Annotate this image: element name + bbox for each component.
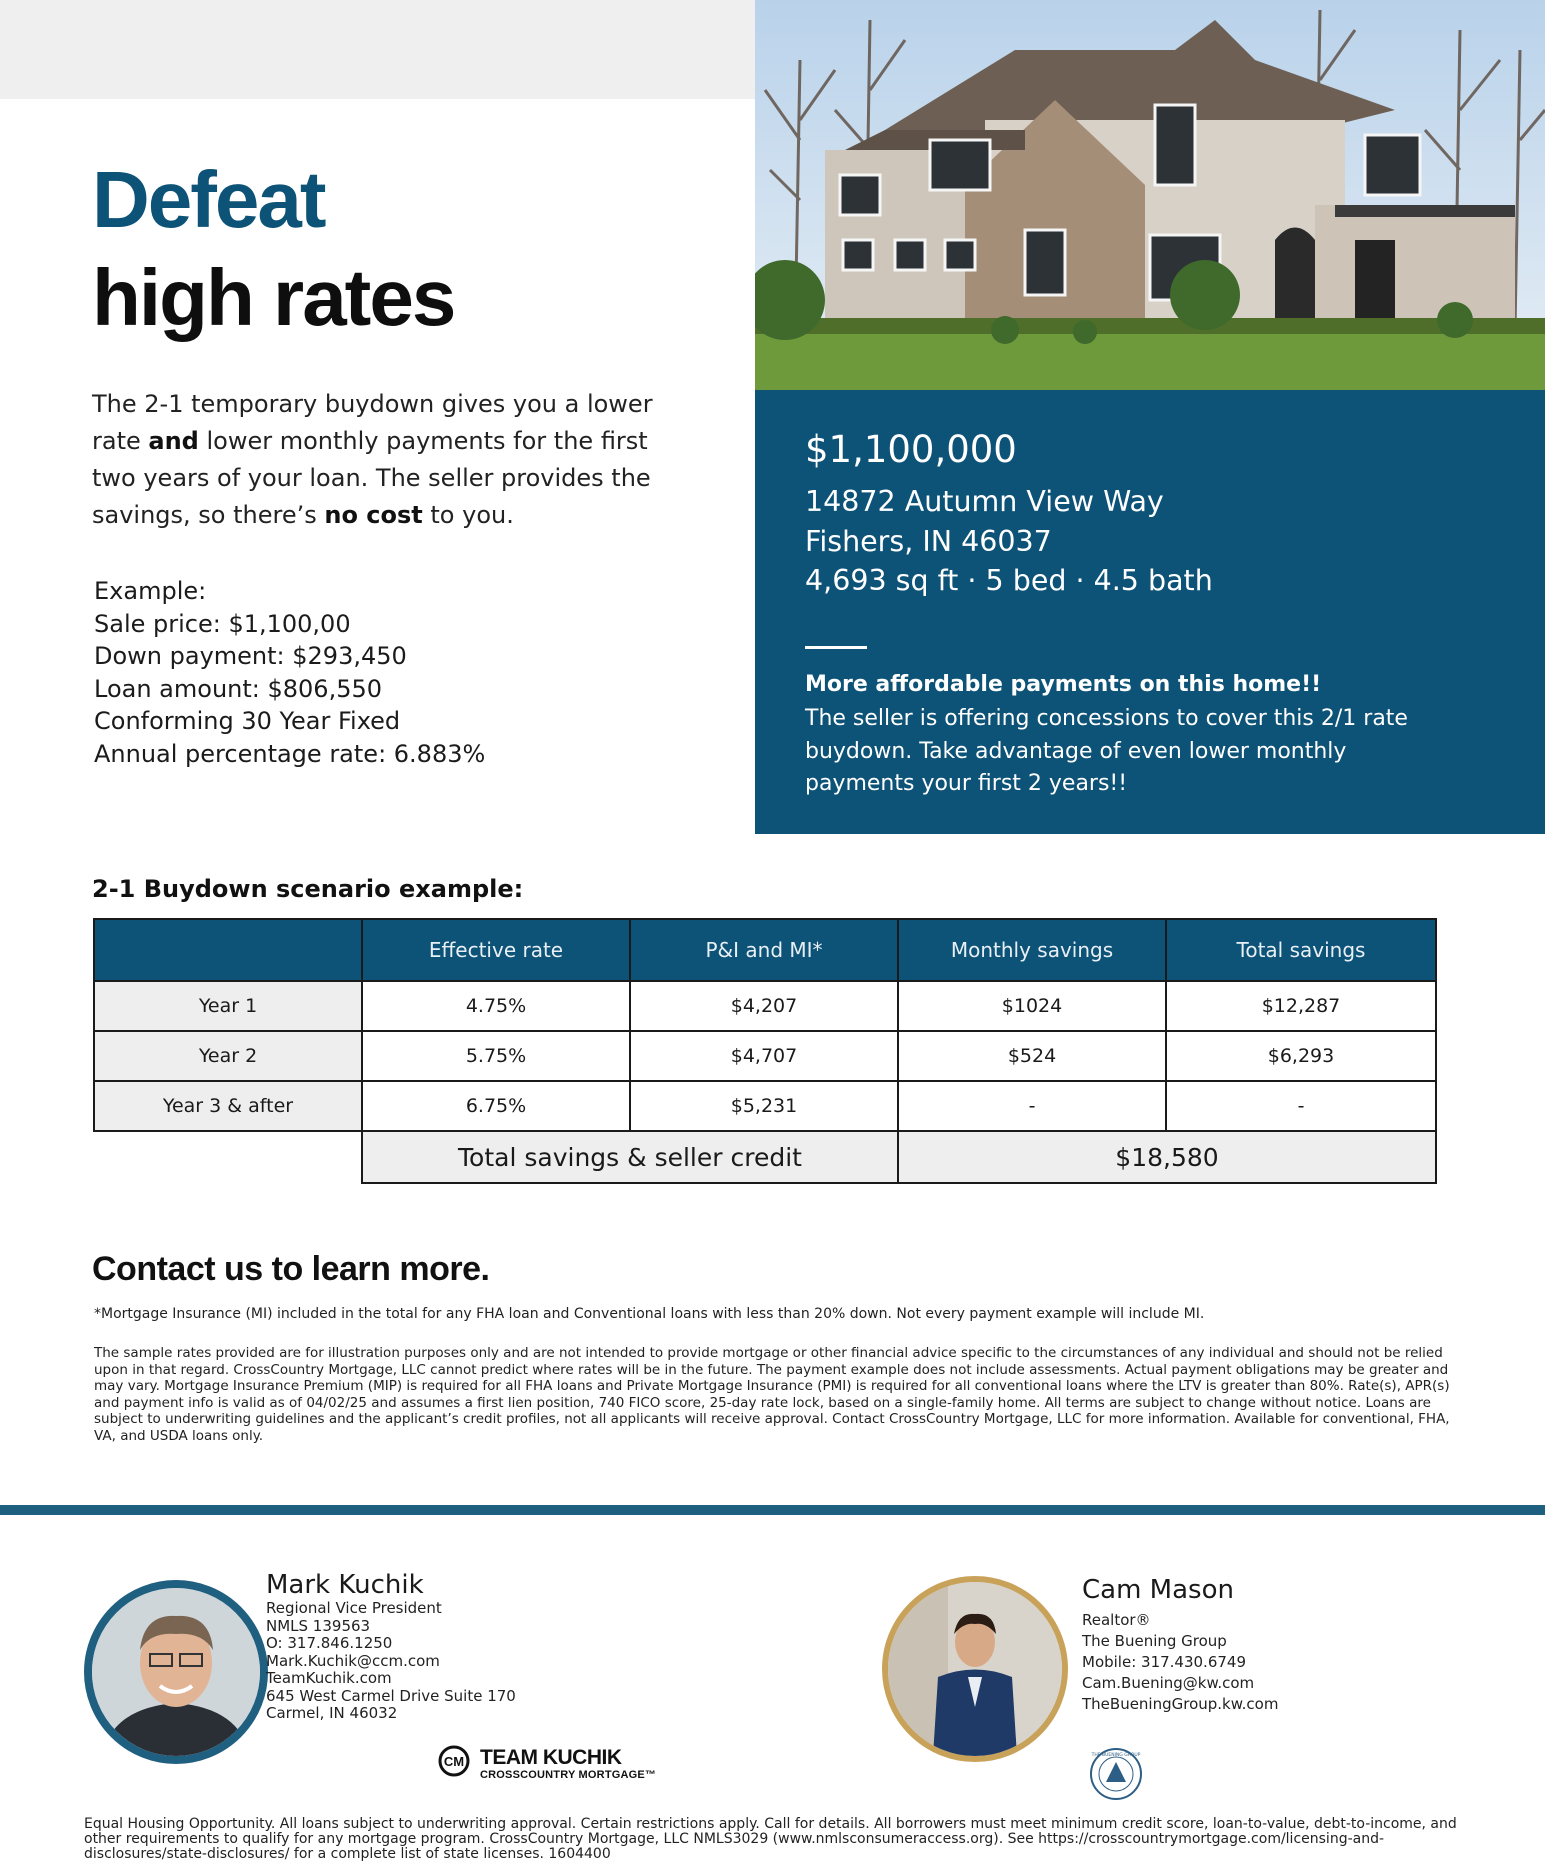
agent2-details	[1082, 1610, 1278, 1715]
disclaimer: The sample rates provided are for illustration purposes only and are not intended to provide mortgage or other financial advice specific to the circumstances of any individual and should not be relied upon in that regard. CrossCountry Mortgage, LLC cannot predict where rates will be in the future. The payment example does not include assessments. Actual payment obligations may be greater and may vary. Mortgage Insurance Premium (MIP) is required for all FHA loans and Private Mortgage Insurance (PMI) is required for all conventional loans where the LTV is greater than 80%. Rate(s), APR(s) and payment info is valid as of 04/02/25 and assumes a first lien position, 740 FICO score, 25-day rate lock, based on a single-family home. All terms are subject to change without notice. Loans are subject to underwriting guidelines and the applicant’s credit profiles, not all applicants will receive approval. Contact CrossCountry Mortgage, LLC for more information. Available for conventional, FHA, VA, and USDA loans only.	[94, 1345, 1450, 1444]
divider	[805, 646, 867, 649]
agent2-title: Realtor®	[1082, 1611, 1151, 1629]
table-cell: $4,707	[629, 1030, 899, 1082]
example-line: Annual percentage rate: 6.883%	[94, 739, 486, 768]
avatar	[84, 1580, 268, 1764]
table-cell: $12,287	[1165, 980, 1437, 1032]
table-cell: -	[897, 1080, 1167, 1132]
agent2-name: Cam Mason	[1082, 1575, 1234, 1605]
promo-body: The seller is offering concessions to cover this 2/1 rate buydown. Take advantage of even lower monthly payments your first 2 years!!	[805, 706, 1408, 796]
seal-text: THE BUENING GROUP	[1091, 1753, 1141, 1758]
table-cell: 5.75%	[361, 1030, 631, 1082]
contact-heading: Contact us to learn more.	[92, 1250, 490, 1288]
table-cell: 6.75%	[361, 1080, 631, 1132]
table-row-label: Year 3 & after	[93, 1080, 363, 1132]
agent1-nmls: NMLS 139563	[266, 1616, 371, 1635]
table-header-cell: P&I and MI*	[629, 918, 899, 982]
listing-specs: 4,693 sq ft · 5 bed · 4.5 bath	[805, 564, 1213, 597]
table-cell: $4,207	[629, 980, 899, 1032]
example-block	[94, 575, 485, 770]
table-row-label: Year 2	[93, 1030, 363, 1082]
listing-price: $1,100,000	[805, 428, 1017, 471]
agent2-email[interactable]: Cam.Buening@kw.com	[1082, 1674, 1255, 1692]
intro-paragraph: The 2-1 temporary buydown gives you a lower rate and lower monthly payments for the first two years of your loan. The seller provides the savings, so there’s no cost to you.	[92, 390, 653, 529]
example-line: Example:	[94, 577, 207, 605]
logo-mark-text: CM	[443, 1754, 465, 1769]
table-header-cell: Effective rate	[361, 918, 631, 982]
agent1-details	[266, 1600, 516, 1723]
logo-title: TEAM KUCHIK	[480, 1746, 622, 1769]
logo-subtitle: CROSSCOUNTRY MORTGAGE™	[480, 1769, 657, 1781]
agent1-website[interactable]: TeamKuchik.com	[266, 1669, 392, 1687]
table-cell: $6,293	[1165, 1030, 1437, 1082]
table-header-cell	[93, 918, 363, 982]
section-divider	[0, 1505, 1545, 1515]
example-line: Sale price: $1,100,00	[94, 609, 351, 638]
example-line: Loan amount: $806,550	[94, 674, 383, 703]
headline-line-2: high rates	[92, 253, 455, 342]
total-savings-label: Total savings & seller credit	[361, 1130, 899, 1184]
agent1-address-line: 645 West Carmel Drive Suite 170	[266, 1686, 516, 1705]
house-photo	[755, 0, 1545, 390]
buydown-table	[93, 918, 1437, 1184]
example-line: Down payment: $293,450	[94, 642, 407, 670]
listing-city: Fishers, IN 46037	[805, 524, 1052, 558]
buening-group-seal-icon	[1088, 1746, 1144, 1802]
crosscountry-logo-icon	[438, 1745, 470, 1777]
table-header-cell: Monthly savings	[897, 918, 1167, 982]
table-cell: $524	[897, 1030, 1167, 1082]
headline-line-1: Defeat	[92, 155, 325, 244]
agent2-company: The Buening Group	[1082, 1632, 1227, 1650]
total-savings-value: $18,580	[897, 1130, 1437, 1184]
agent1-address-city: Carmel, IN 46032	[266, 1704, 398, 1722]
agent2-website[interactable]: TheBueningGroup.kw.com	[1082, 1695, 1279, 1713]
mi-footnote: *Mortgage Insurance (MI) included in the total for any FHA loan and Conventional loans with less than 20% down. Not every payment example will include MI.	[94, 1306, 1205, 1322]
listing-street: 14872 Autumn View Way	[805, 485, 1164, 518]
agent1-phone: O: 317.846.1250	[266, 1634, 393, 1652]
table-header-cell: Total savings	[1165, 918, 1437, 982]
table-cell: $1024	[897, 980, 1167, 1032]
agent1-title: Regional Vice President	[266, 1599, 442, 1617]
top-gray-strip	[0, 0, 755, 99]
example-line: Conforming 30 Year Fixed	[94, 707, 401, 735]
table-cell: -	[1165, 1080, 1437, 1132]
avatar	[882, 1576, 1068, 1762]
table-cell: $5,231	[629, 1080, 899, 1132]
listing-info-panel	[755, 390, 1545, 834]
listing-address	[805, 482, 1213, 601]
agent1-name: Mark Kuchik	[266, 1570, 424, 1600]
table-row-label: Year 1	[93, 980, 363, 1032]
table-cell: 4.75%	[361, 980, 631, 1032]
promo-heading: More affordable payments on this home!!	[805, 672, 1322, 697]
table-title: 2-1 Buydown scenario example:	[92, 875, 524, 903]
agent1-email[interactable]: Mark.Kuchik@ccm.com	[266, 1651, 440, 1670]
agent2-phone: Mobile: 317.430.6749	[1082, 1653, 1246, 1671]
footer-legal: Equal Housing Opportunity. All loans subject to underwriting approval. Certain restrictions apply. Call for details. All borrowers must meet minimum credit score, loan-to-value, debt-to-income, and other requirements to qualify for any mortgage program. CrossCountry Mortgage, LLC NMLS3029 (www.nmlsconsumeraccess.org). See https://crosscountrymortgage.com/licensing-and-disclosures/state-disclosures/ for a complete list of state licenses. 1604400	[84, 1816, 1457, 1862]
